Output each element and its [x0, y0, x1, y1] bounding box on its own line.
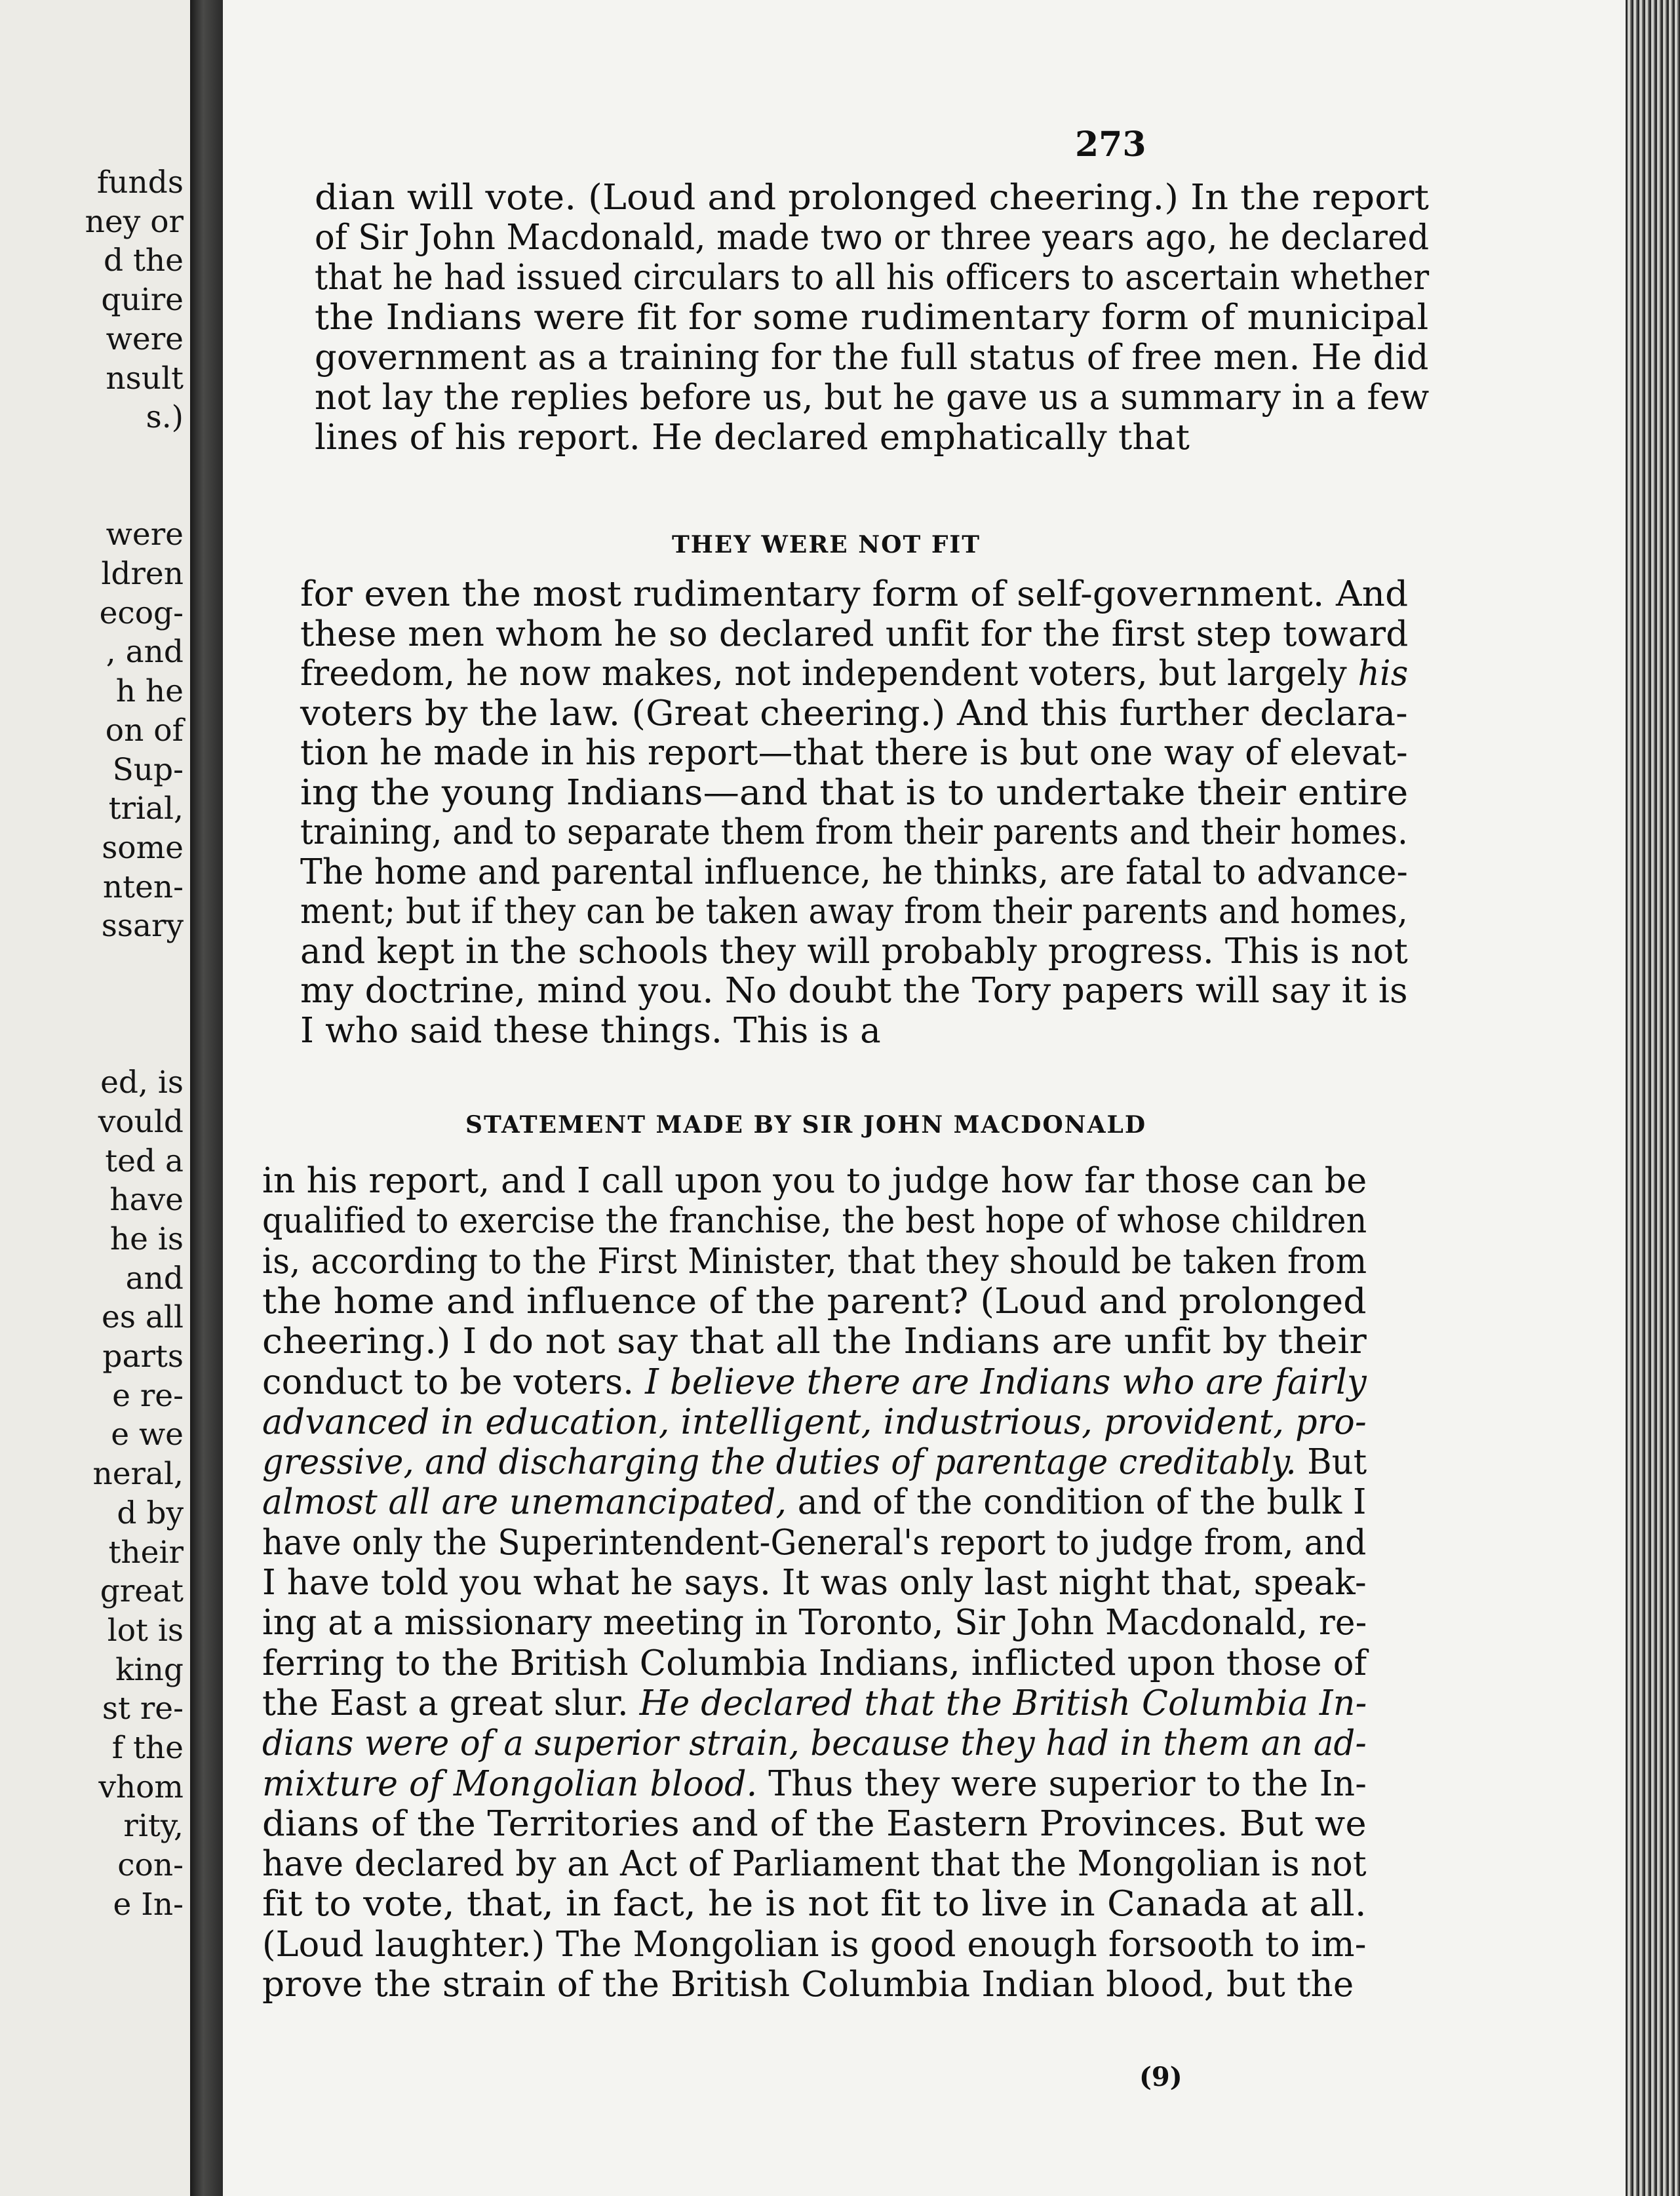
left-page-line: on of — [105, 712, 184, 749]
left-page-line: es all — [102, 1299, 184, 1336]
signature-mark: (9) — [1139, 2062, 1182, 2092]
page-edges — [1626, 0, 1680, 2196]
text-line: for even the most rudimentary form of self-government. And — [300, 574, 1409, 614]
text-line: my doctrine, mind you. No doubt the Tory papers will say it is — [300, 971, 1408, 1011]
text-line: dian will vote. (Loud and prolonged cheering.) In the report — [315, 178, 1430, 218]
text-line: I who said these things. This is a — [300, 1010, 881, 1051]
left-page-line: , and — [106, 634, 184, 671]
left-page-line: ecog- — [99, 595, 184, 631]
left-page-line: have — [109, 1182, 184, 1219]
left-page-line: their — [108, 1534, 184, 1571]
left-page-line: lot is — [107, 1612, 184, 1649]
right-page — [223, 0, 1626, 2196]
text-line: cheering.) I do not say that all the Indians are unfit by their — [262, 1322, 1367, 1362]
left-page-line: ldren — [101, 556, 184, 592]
text-line: of Sir John Macdonald, made two or three years ago, he declared — [315, 218, 1430, 258]
left-page-line: quire — [101, 282, 184, 319]
left-page-line: trial, — [108, 791, 184, 827]
section-heading-statement: STATEMENT MADE BY SIR JOHN MACDONALD — [465, 1111, 1147, 1139]
left-page-line: ssary — [101, 908, 184, 945]
text-line: have only the Superintendent-General's report to judge from, and — [262, 1522, 1367, 1563]
page-number: 273 — [1075, 125, 1146, 165]
text-line: the Indians were fit for some rudimentary form of municipal — [315, 298, 1429, 338]
text-line: government as a training for the full status of free men. He did — [315, 338, 1429, 378]
left-page — [0, 0, 190, 2196]
text-line: the East a great slur. He declared that the British Columbia In- — [262, 1683, 1367, 1723]
text-line: have declared by an Act of Parliament that the Mongolian is not — [262, 1844, 1367, 1885]
left-page-line: f the — [111, 1730, 184, 1766]
text-line: I have told you what he says. It was only last night that, speak- — [262, 1563, 1367, 1603]
text-line: almost all are unemancipated, and of the condition of the bulk I — [262, 1482, 1367, 1523]
left-page-line: e In- — [113, 1886, 184, 1923]
text-line: mixture of Mongolian blood. Thus they were superior to the In- — [262, 1763, 1367, 1804]
left-page-line: were — [106, 517, 184, 553]
text-line: that he had issued circulars to all his officers to ascertain whether — [315, 258, 1430, 298]
text-line: and kept in the schools they will probably progress. This is not — [300, 931, 1408, 971]
left-page-line: parts — [102, 1339, 184, 1375]
text-line: ing at a missionary meeting in Toronto, Sir John Macdonald, re- — [262, 1603, 1367, 1643]
text-line: ferring to the British Columbia Indians, inflicted upon those of — [262, 1643, 1367, 1683]
text-line: the home and influence of the parent? (Loud and prolonged — [262, 1281, 1367, 1322]
left-page-line: king — [115, 1651, 184, 1688]
section-heading-not-fit: THEY WERE NOT FIT — [672, 531, 981, 559]
left-page-line: e re- — [112, 1377, 184, 1414]
left-page-line: h he — [115, 673, 184, 710]
left-page-line: d the — [104, 243, 184, 279]
left-page-line: great — [100, 1573, 184, 1610]
text-line: voters by the law. (Great cheering.) And this further declara- — [300, 693, 1408, 734]
text-line: (Loud laughter.) The Mongolian is good enough forsooth to im- — [262, 1924, 1367, 1965]
text-line: ment; but if they can be taken away from their parents and homes, — [300, 892, 1408, 931]
left-page-line: e we — [111, 1417, 184, 1453]
left-page-line: vhom — [98, 1769, 184, 1805]
text-line: in his report, and I call upon you to judge how far those can be — [262, 1161, 1367, 1201]
left-page-line: funds — [96, 165, 184, 201]
text-line: tion he made in his report—that there is but one way of elevat- — [300, 733, 1408, 773]
text-line: qualified to exercise the franchise, the best hope of whose children — [262, 1201, 1367, 1242]
left-page-line: neral, — [92, 1456, 184, 1493]
left-page-line: ney or — [85, 203, 184, 240]
text-line: The home and parental influence, he thinks, are fatal to advance- — [300, 852, 1408, 892]
text-line: dians of the Territories and of the Eastern Provinces. But we — [262, 1803, 1367, 1844]
left-page-line: rity, — [123, 1808, 184, 1845]
left-page-line: some — [102, 829, 184, 866]
text-line: conduct to be voters. I believe there are Indians who are fairly — [262, 1362, 1367, 1402]
left-page-line: were — [106, 321, 184, 357]
text-line: not lay the replies before us, but he gave us a summary in a few — [315, 378, 1430, 418]
left-page-line: nten- — [102, 869, 184, 905]
left-page-line: he is — [109, 1221, 184, 1257]
text-line: ing the young Indians—and that is to undertake their entire — [300, 772, 1409, 813]
left-page-line: d by — [117, 1495, 184, 1531]
left-page-line: Sup- — [112, 751, 184, 788]
text-line: gressive, and discharging the duties of parentage creditably. But — [262, 1442, 1367, 1483]
text-line: training, and to separate them from their parents and their homes. — [300, 812, 1408, 852]
left-page-line: and — [125, 1260, 184, 1297]
text-line: these men whom he so declared unfit for the first step toward — [300, 614, 1409, 654]
text-line: lines of his report. He declared emphatically that — [315, 418, 1190, 458]
text-line: freedom, he now makes, not independent voters, but largely his — [300, 654, 1409, 694]
left-page-line: ed, is — [100, 1065, 184, 1101]
left-page-line: ted a — [105, 1143, 184, 1179]
left-page-line: vould — [98, 1103, 184, 1140]
text-line: is, according to the First Minister, that they should be taken from — [262, 1241, 1367, 1282]
text-line: prove the strain of the British Columbia Indian blood, but the — [262, 1965, 1354, 2005]
text-line: dians were of a superior strain, because they had in them an ad- — [262, 1723, 1367, 1764]
text-line: fit to vote, that, in fact, he is not fit to live in Canada at all. — [262, 1884, 1367, 1925]
left-page-line: con- — [117, 1847, 184, 1884]
left-page-line: s.) — [146, 399, 184, 436]
left-page-line: st re- — [102, 1691, 184, 1727]
text-line: advanced in education, intelligent, industrious, provident, pro- — [262, 1402, 1367, 1442]
book-gutter — [190, 0, 223, 2196]
left-page-line: nsult — [106, 360, 184, 397]
